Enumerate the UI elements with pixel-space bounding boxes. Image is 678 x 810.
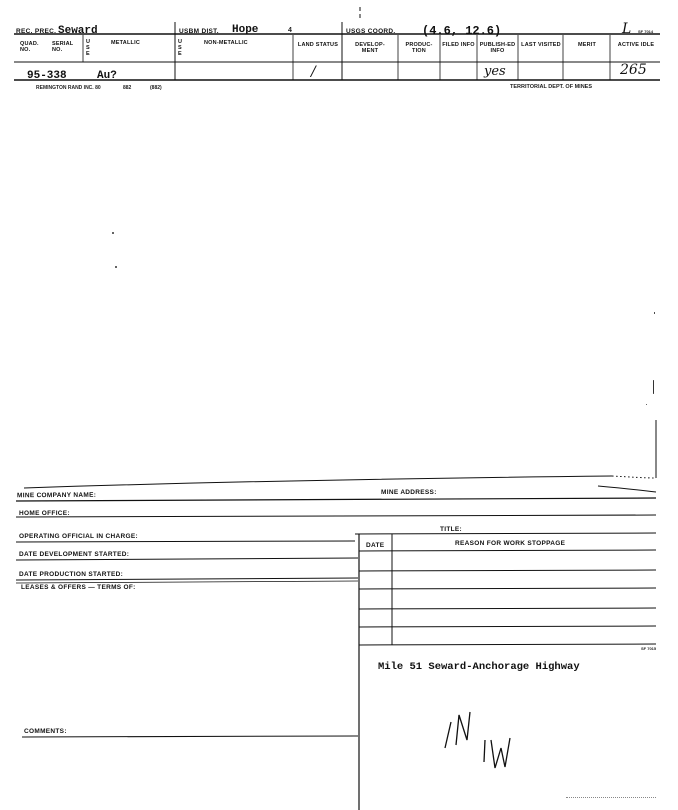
col-development: DEVELOP-MENT — [355, 42, 385, 54]
metallic-value: Au? — [97, 70, 117, 82]
col-nonmetallic: NON-METALLIC — [204, 40, 248, 46]
mine-company-name-label: MINE COMPANY NAME: — [16, 491, 97, 500]
col-use-nonmetallic: U S E — [178, 39, 183, 57]
printer-credit: REMINGTON RAND INC. 80 — [36, 85, 101, 91]
township-w — [440, 709, 442, 710]
form-number: SF 7014 — [638, 29, 654, 34]
col-quad-no: QUAD. NO. — [20, 41, 39, 53]
printer-code: 882 — [123, 85, 132, 91]
active-idle-value: 265 — [620, 62, 647, 78]
scan-artifact — [566, 797, 656, 799]
printer-code-2: (882) — [150, 85, 162, 91]
department-name: TERRITORIAL DEPT. OF MINES — [510, 84, 592, 90]
operating-official-label: OPERATING OFFICIAL IN CHARGE: — [19, 533, 138, 540]
col-filed-info: FILED INFO — [442, 42, 475, 48]
leases-offers-label: LEASES & OFFERS — TERMS OF: — [21, 584, 136, 591]
col-land-status: LAND STATUS — [297, 42, 339, 48]
date-column-header: DATE — [366, 542, 385, 549]
form-number-2: SF 7015 — [641, 646, 657, 651]
usgs-coord-label: USGS COORD. — [346, 28, 396, 35]
land-status-value: / — [311, 64, 316, 80]
scan-speck — [112, 232, 114, 234]
quad-serial-value: 95-338 — [27, 70, 67, 82]
col-metallic: METALLIC — [111, 40, 140, 46]
scan-speck — [653, 380, 654, 394]
corner-mark: L — [622, 21, 632, 37]
rec-prec-value: Seward — [58, 25, 98, 37]
col-serial-no: SERIAL NO. — [52, 41, 74, 53]
date-development-label: DATE DEVELOPMENT STARTED: — [19, 551, 130, 558]
scan-speck — [654, 312, 655, 314]
col-production: PRODUC-TION — [405, 42, 433, 54]
col-published-info: PUBLISH-ED INFO — [479, 42, 516, 54]
home-office-label: HOME OFFICE: — [19, 510, 70, 517]
township-handwriting — [440, 705, 520, 775]
comments-label: COMMENTS: — [24, 728, 67, 735]
scan-speck — [646, 404, 647, 405]
published-info-value: yes — [484, 64, 506, 79]
title-label: TITLE: — [440, 526, 463, 533]
location-note: Mile 51 Seward-Anchorage Highway — [378, 661, 580, 673]
col-use-metallic: U S E — [86, 39, 91, 57]
usbm-dist-value: Hope — [232, 24, 259, 36]
rec-prec-label: REC. PREC. — [16, 28, 57, 35]
usgs-coord-value: (4.6, 12.6) — [422, 24, 502, 38]
col-merit: MERIT — [577, 42, 597, 48]
usbm-dist-label: USBM DIST. — [179, 28, 219, 35]
col-last-visited: LAST VISITED — [521, 42, 561, 48]
mine-address-label: MINE ADDRESS: — [381, 489, 437, 496]
date-production-label: DATE PRODUCTION STARTED: — [19, 571, 124, 578]
township-n — [440, 705, 442, 706]
col-active-idle: ACTIVE IDLE — [617, 42, 655, 48]
reason-column-header: REASON FOR WORK STOPPAGE — [455, 540, 566, 547]
usbm-dist-extra: 4 — [288, 27, 292, 34]
scan-speck — [115, 266, 117, 268]
